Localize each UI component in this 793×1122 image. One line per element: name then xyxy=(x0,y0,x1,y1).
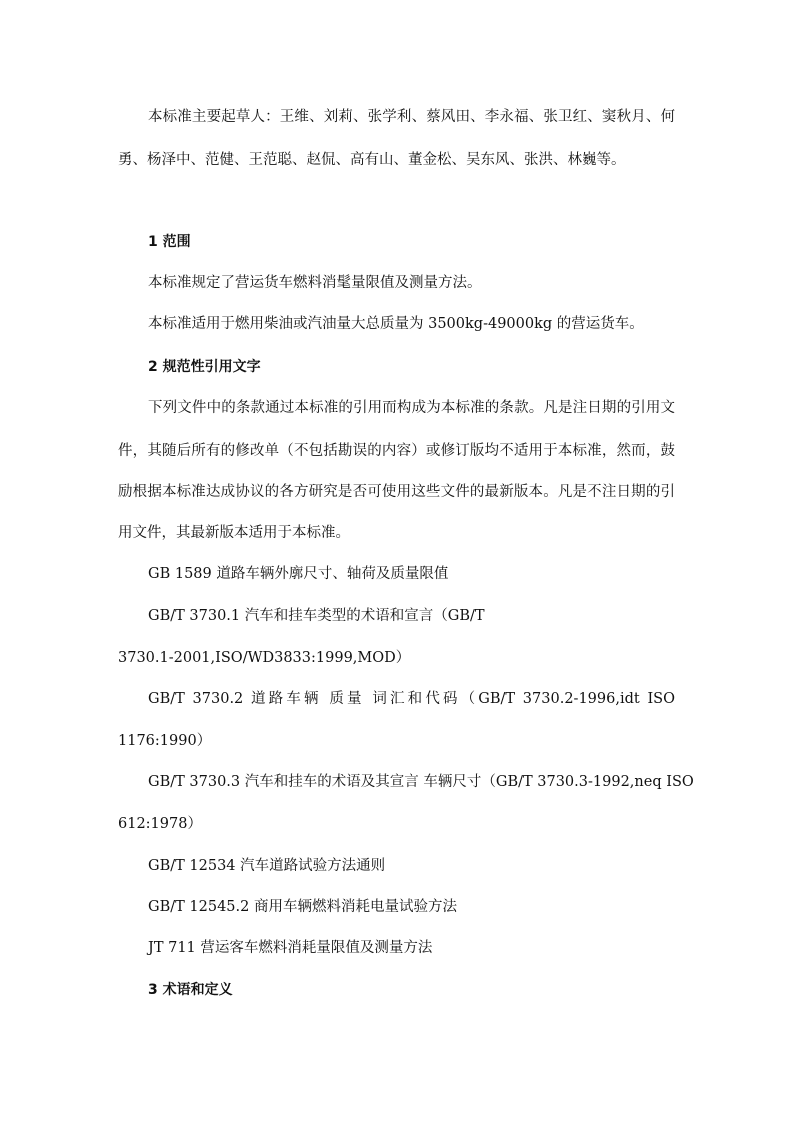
section-1-para-1: 本标准规定了营运货车燃料消髦量限值及测量方法。 xyxy=(148,275,482,291)
section-2-heading: 2 规范性引用文字 xyxy=(148,359,261,375)
drafters-line-2: 勇、杨泽中、范健、王范聪、赵侃、高有山、董金松、吴东风、张洪、林巍等。 xyxy=(118,152,626,168)
reference-gbt-3730-1: GB/T 3730.1 汽车和挂车类型的术语和宣言（GB/T xyxy=(148,608,485,624)
section-2-intro-line-3: 励根据本标准达成协议的各方研究是否可使用这些文件的最新版本。凡是不注日期的引 xyxy=(118,484,675,500)
reference-gbt-12545-2: GB/T 12545.2 商用车辆燃料消耗电量试验方法 xyxy=(148,899,457,915)
reference-gbt-3730-1-cont: 3730.1-2001,ISO/WD3833:1999,MOD） xyxy=(118,650,411,666)
section-2-intro-line-2: 件，其随后所有的修改单（不包括勘误的内容）或修订版均不适用于本标准，然而，鼓 xyxy=(118,443,675,459)
reference-gbt-12534: GB/T 12534 汽车道路试验方法通则 xyxy=(148,858,386,874)
reference-gb-1589: GB 1589 道路车辆外廓尺寸、轴荷及质量限值 xyxy=(148,566,449,582)
drafters-line-1: 本标准主要起草人：王维、刘莉、张学利、蔡风田、李永福、张卫红、窦秋月、何 xyxy=(148,109,675,125)
section-3-heading: 3 术语和定义 xyxy=(148,982,233,998)
section-1-heading: 1 范围 xyxy=(148,234,191,250)
section-1-para-2: 本标准适用于燃用柴油或汽油量大总质量为 3500kg-49000kg 的营运货车。 xyxy=(148,316,644,332)
reference-gbt-3730-3-cont: 612:1978） xyxy=(118,816,202,832)
section-2-intro-line-4: 用文件，其最新版本适用于本标准。 xyxy=(118,525,350,541)
reference-gbt-3730-2: GB/T 3730.2 道路车辆 质量 词汇和代码（GB/T 3730.2-1996,idt ISO xyxy=(148,691,675,707)
reference-jt-711: JT 711 营运客车燃料消耗量限值及测量方法 xyxy=(148,940,433,956)
reference-gbt-3730-2-cont: 1176:1990） xyxy=(118,733,212,749)
section-2-intro-line-1: 下列文件中的条款通过本标准的引用而构成为本标准的条款。凡是注日期的引用文 xyxy=(148,400,675,416)
reference-gbt-3730-3: GB/T 3730.3 汽车和挂车的术语及其宣言 车辆尺寸（GB/T 3730.3-1992,neq ISO xyxy=(148,774,694,790)
